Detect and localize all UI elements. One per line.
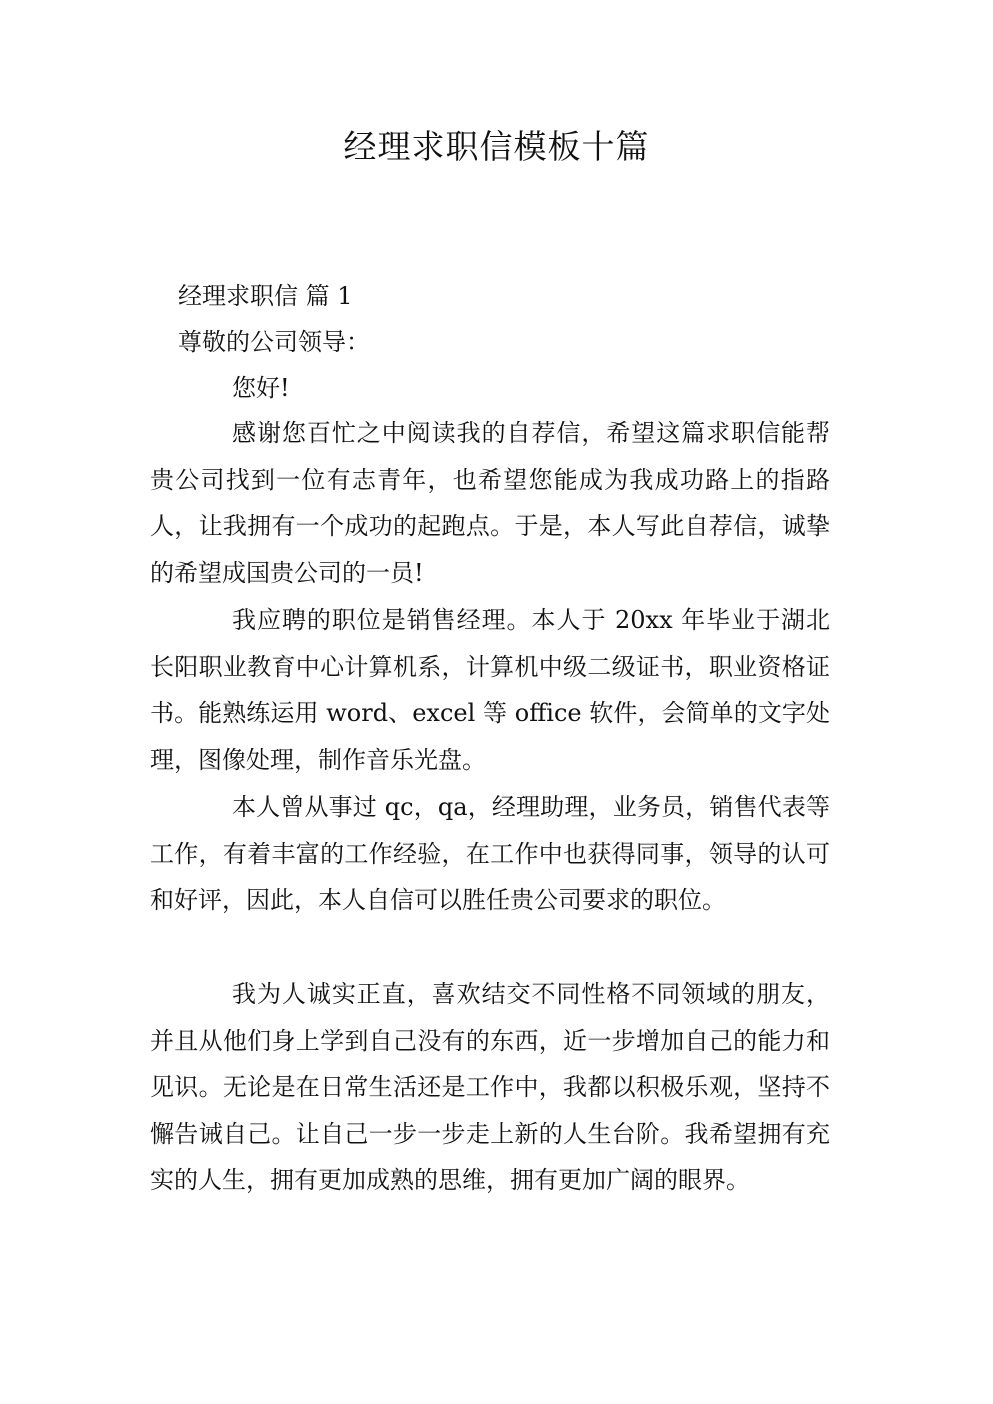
paragraph-3: 本人曾从事过 qc，qa，经理助理，业务员，销售代表等工作，有着丰富的工作经验，在工作中也获得同事，领导的认可和好评，因此，本人自信可以胜任贵公司要求的职位。	[150, 793, 830, 914]
document-title: 经理求职信模板十篇	[343, 127, 650, 166]
section-heading: 经理求职信 篇 1	[178, 282, 353, 310]
paragraph-2: 我应聘的职位是销售经理。本人于 20xx 年毕业于湖北长阳职业教育中心计算机系，计算机中级二级证书，职业资格证书。能熟练运用 word、excel 等 office 软件，会简单的文字处理，图像处理，制作音乐光盘。	[150, 606, 830, 774]
salutation: 尊敬的公司领导：	[178, 328, 370, 356]
greeting: 您好!	[232, 374, 290, 402]
paragraph-1: 感谢您百忙之中阅读我的自荐信，希望这篇求职信能帮贵公司找到一位有志青年，也希望您能成为我成功路上的指路人，让我拥有一个成功的起跑点。于是，本人写此自荐信，诚挚的希望成国贵公司的一员!	[150, 419, 830, 587]
paragraph-4: 我为人诚实正直，喜欢结交不同性格不同领域的朋友，并且从他们身上学到自己没有的东西，近一步增加自己的能力和见识。无论是在日常生活还是工作中，我都以积极乐观，坚持不懈告诫自己。让自己一步一步走上新的人生台阶。我希望拥有充实的人生，拥有更加成熟的思维，拥有更加广阔的眼界。	[150, 980, 830, 1194]
